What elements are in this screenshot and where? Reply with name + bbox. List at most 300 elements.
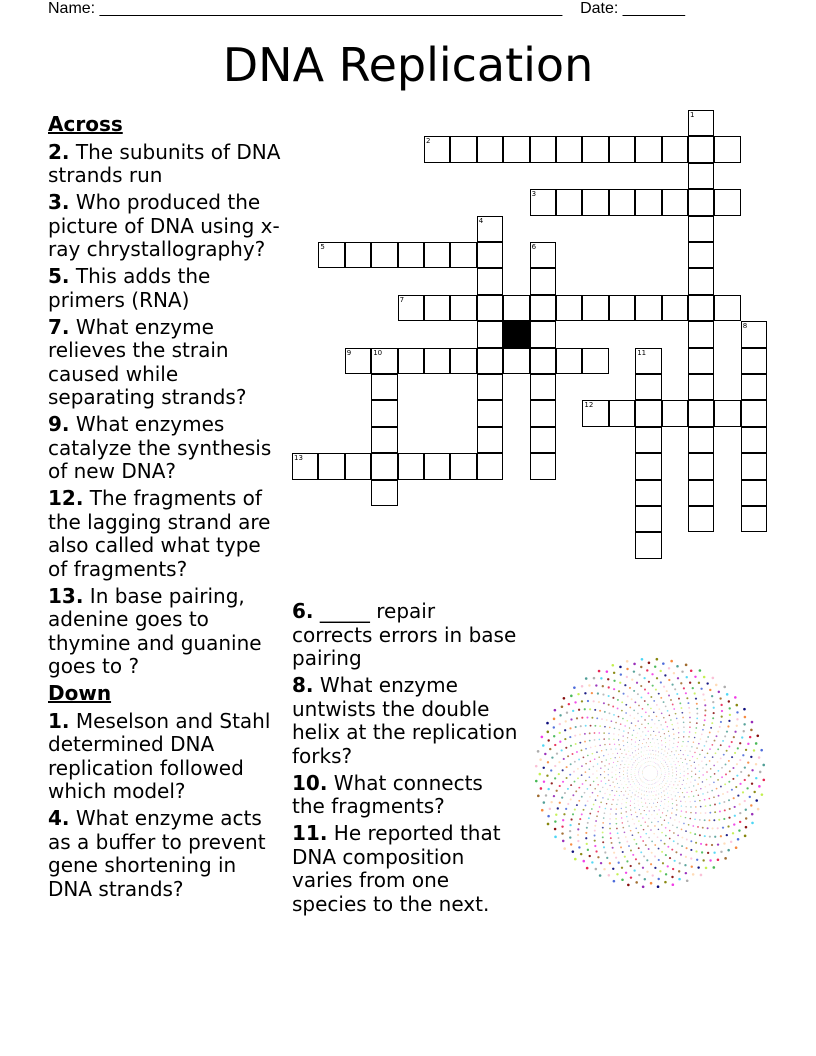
spiral-dot: [694, 833, 696, 835]
spiral-dot: [568, 703, 570, 705]
name-blank[interactable]: ____________________________________________________: [99, 0, 563, 17]
grid-cell[interactable]: [477, 295, 503, 321]
grid-cell[interactable]: [556, 136, 582, 162]
grid-cell[interactable]: [714, 136, 740, 162]
spiral-dot: [644, 791, 645, 792]
grid-cell[interactable]: [371, 453, 397, 479]
grid-cell[interactable]: [688, 453, 714, 479]
spiral-dot: [712, 756, 714, 758]
grid-cell[interactable]: [582, 295, 608, 321]
date-blank[interactable]: _______: [622, 0, 686, 17]
spiral-dot: [691, 765, 692, 766]
spiral-dot: [645, 767, 646, 768]
spiral-dot: [621, 710, 623, 712]
spiral-dot: [699, 669, 702, 672]
spiral-dot: [696, 717, 698, 719]
spiral-dot: [728, 700, 730, 702]
spiral-dot: [662, 662, 665, 665]
grid-cell[interactable]: [530, 400, 556, 426]
spiral-dot: [654, 787, 655, 788]
spiral-dot: [653, 754, 654, 755]
spiral-dot: [654, 818, 655, 819]
spiral-dot: [603, 817, 605, 819]
spiral-dot: [626, 676, 628, 678]
grid-cell[interactable]: [424, 295, 450, 321]
grid-cell[interactable]: [635, 374, 661, 400]
spiral-dot: [639, 740, 640, 741]
spiral-dot: [687, 702, 689, 704]
spiral-dot: [673, 733, 674, 734]
spiral-dot: [634, 771, 635, 772]
spiral-dot: [720, 851, 722, 853]
spiral-dot: [661, 851, 663, 853]
spiral-dot: [691, 866, 693, 868]
spiral-dot: [716, 735, 718, 737]
spiral-dot: [627, 787, 628, 788]
grid-cell[interactable]: [556, 295, 582, 321]
spiral-dot: [622, 822, 624, 824]
grid-cell[interactable]: [371, 348, 397, 374]
grid-cell[interactable]: [688, 400, 714, 426]
spiral-dot: [637, 781, 638, 782]
spiral-dot: [683, 780, 684, 781]
spiral-dot: [628, 732, 629, 733]
grid-cell[interactable]: [424, 348, 450, 374]
grid-cell[interactable]: [688, 110, 714, 136]
spiral-dot: [643, 677, 645, 679]
grid-cell[interactable]: [609, 295, 635, 321]
grid-cell[interactable]: [688, 242, 714, 268]
grid-cell[interactable]: [318, 242, 344, 268]
spiral-dot: [642, 770, 643, 771]
grid-cell[interactable]: [530, 295, 556, 321]
grid-cell[interactable]: [662, 295, 688, 321]
down-clue-list-continued: [292, 600, 520, 916]
clue-item: [48, 191, 284, 262]
spiral-dot: [638, 762, 639, 763]
grid-cell[interactable]: [477, 136, 503, 162]
spiral-dot: [704, 745, 706, 747]
grid-cell[interactable]: [635, 506, 661, 532]
spiral-dot: [665, 770, 666, 771]
spiral-dot: [661, 796, 662, 797]
grid-cell[interactable]: [424, 136, 450, 162]
grid-cell[interactable]: [371, 427, 397, 453]
spiral-dot: [639, 776, 640, 777]
spiral-dot: [613, 714, 615, 716]
page-title: DNA Replication: [222, 38, 594, 92]
spiral-dot: [603, 702, 605, 704]
grid-cell[interactable]: [345, 453, 371, 479]
spiral-dot: [657, 885, 660, 888]
spiral-dot: [635, 742, 636, 743]
grid-cell[interactable]: [477, 268, 503, 294]
spiral-dot: [607, 798, 608, 799]
spiral-dot: [604, 765, 605, 766]
grid-cell[interactable]: [714, 400, 740, 426]
spiral-dot: [643, 829, 645, 831]
spiral-dot: [653, 795, 654, 796]
grid-cell[interactable]: [398, 242, 424, 268]
spiral-dot: [658, 755, 659, 756]
spiral-dot: [651, 719, 652, 720]
spiral-dot: [627, 884, 630, 887]
grid-cell[interactable]: [741, 400, 767, 426]
spiral-dot: [642, 772, 643, 773]
grid-cell[interactable]: [635, 400, 661, 426]
grid-cell[interactable]: [371, 374, 397, 400]
grid-cell[interactable]: [424, 453, 450, 479]
spiral-dot: [700, 806, 702, 808]
spiral-dot: [722, 793, 724, 795]
spiral-dot: [698, 777, 699, 778]
grid-cell[interactable]: [556, 348, 582, 374]
spiral-dot: [709, 689, 711, 691]
spiral-dot: [636, 737, 637, 738]
grid-cell[interactable]: [530, 268, 556, 294]
spiral-dot: [691, 746, 692, 747]
grid-cell[interactable]: [503, 348, 529, 374]
spiral-dot: [644, 778, 645, 779]
spiral-dot: [696, 722, 698, 724]
grid-cell[interactable]: [582, 189, 608, 215]
grid-cell[interactable]: [450, 136, 476, 162]
grid-cell[interactable]: [688, 374, 714, 400]
spiral-dot: [753, 749, 755, 751]
spiral-dot: [587, 849, 589, 851]
spiral-dot: [608, 754, 609, 755]
spiral-dot: [630, 801, 631, 802]
spiral-dot: [757, 808, 760, 811]
spiral-dot: [623, 771, 624, 772]
spiral-dot: [668, 778, 669, 779]
grid-cell[interactable]: [662, 136, 688, 162]
grid-cell[interactable]: [477, 374, 503, 400]
spiral-dot: [609, 794, 610, 795]
spiral-dot: [619, 772, 620, 773]
spiral-dot: [667, 726, 668, 727]
clue-item: [48, 413, 284, 484]
spiral-dot: [679, 862, 681, 864]
spiral-dot: [638, 820, 639, 821]
grid-cell[interactable]: [371, 242, 397, 268]
spiral-dot: [608, 686, 610, 688]
spiral-dot: [639, 789, 640, 790]
spiral-dot: [621, 817, 622, 818]
grid-cell[interactable]: [582, 136, 608, 162]
spiral-dot: [685, 664, 688, 667]
spiral-dot: [673, 784, 674, 785]
spiral-dot: [686, 783, 687, 784]
spiral-dot: [537, 750, 540, 753]
spiral-dot: [609, 727, 611, 729]
spiral-dot: [736, 718, 738, 720]
grid-cell[interactable]: [741, 453, 767, 479]
grid-cell[interactable]: [662, 189, 688, 215]
grid-cell[interactable]: [635, 453, 661, 479]
spiral-dot: [615, 722, 617, 724]
spiral-dot: [671, 849, 673, 851]
spiral-dot: [630, 761, 631, 762]
spiral-dot: [706, 741, 708, 743]
spiral-dot: [642, 840, 644, 842]
spiral-dot: [712, 677, 715, 680]
spiral-dot: [750, 729, 753, 732]
grid-cell[interactable]: [609, 400, 635, 426]
spiral-dot: [649, 792, 650, 793]
spiral-dot: [666, 815, 667, 816]
grid-cell[interactable]: [635, 427, 661, 453]
clue-item: [48, 807, 284, 901]
spiral-dot: [717, 843, 719, 845]
spiral-dot: [739, 759, 741, 761]
spiral-dot: [637, 800, 638, 801]
grid-cell[interactable]: [688, 268, 714, 294]
spiral-dot: [650, 795, 651, 796]
spiral-dot: [587, 700, 589, 702]
spiral-dot: [613, 733, 614, 734]
spiral-dot: [666, 764, 667, 765]
spiral-dot: [705, 805, 707, 807]
spiral-dot: [640, 778, 641, 779]
spiral-dot: [615, 818, 617, 820]
grid-cell[interactable]: [635, 295, 661, 321]
grid-cell[interactable]: [609, 136, 635, 162]
spiral-dot: [644, 787, 645, 788]
spiral-dot: [574, 781, 576, 783]
grid-cell[interactable]: [477, 348, 503, 374]
grid-cell[interactable]: [635, 532, 661, 558]
spiral-dot: [612, 697, 614, 699]
spiral-dot: [734, 752, 736, 754]
spiral-dot: [620, 780, 621, 781]
grid-cell[interactable]: [609, 189, 635, 215]
spiral-dot: [670, 817, 671, 818]
grid-cell[interactable]: [530, 453, 556, 479]
grid-cell[interactable]: [477, 427, 503, 453]
spiral-dot: [617, 708, 619, 710]
grid-cell[interactable]: [635, 480, 661, 506]
spiral-dot: [604, 851, 606, 853]
spiral-dot: [676, 758, 677, 759]
grid-cell[interactable]: [688, 480, 714, 506]
grid-cell[interactable]: [450, 453, 476, 479]
spiral-dot: [700, 788, 701, 789]
spiral-dot: [578, 800, 580, 802]
spiral-dot: [663, 808, 664, 809]
grid-cell[interactable]: [714, 189, 740, 215]
grid-cell[interactable]: [345, 242, 371, 268]
spiral-dot: [547, 761, 549, 763]
grid-cell[interactable]: [635, 348, 661, 374]
grid-cell[interactable]: [450, 348, 476, 374]
spiral-dot: [626, 841, 628, 843]
grid-cell[interactable]: [688, 321, 714, 347]
grid-cell[interactable]: [503, 136, 529, 162]
grid-cell[interactable]: [477, 400, 503, 426]
spiral-dot: [689, 726, 691, 728]
grid-cell[interactable]: [530, 374, 556, 400]
spiral-dot: [608, 774, 609, 775]
grid-cell[interactable]: [688, 163, 714, 189]
spiral-dot: [623, 730, 624, 731]
spiral-dot: [745, 826, 748, 829]
spiral-dot: [644, 768, 645, 769]
spiral-dot: [646, 871, 648, 873]
spiral-dot: [651, 840, 653, 842]
grid-cell[interactable]: [714, 295, 740, 321]
spiral-dot: [609, 785, 610, 786]
grid-cell[interactable]: [318, 453, 344, 479]
spiral-dot: [731, 741, 733, 743]
spiral-dot: [709, 784, 711, 786]
grid-cell[interactable]: [398, 348, 424, 374]
grid-cell[interactable]: [556, 189, 582, 215]
spiral-dot: [742, 791, 744, 793]
grid-cell[interactable]: [371, 400, 397, 426]
spiral-dot: [598, 670, 601, 673]
spiral-dot: [664, 791, 665, 792]
spiral-dot: [574, 761, 576, 763]
grid-cell[interactable]: [741, 348, 767, 374]
spiral-dot: [654, 844, 656, 846]
spiral-dot: [718, 819, 720, 821]
spiral-dot: [682, 717, 684, 719]
spiral-dot: [590, 761, 592, 763]
spiral-dot: [648, 818, 649, 819]
spiral-dot: [720, 744, 722, 746]
spiral-dot: [668, 769, 669, 770]
spiral-dot: [622, 799, 623, 800]
grid-cell[interactable]: [477, 242, 503, 268]
grid-cell[interactable]: [477, 321, 503, 347]
grid-cell[interactable]: [688, 189, 714, 215]
spiral-dot: [570, 798, 572, 800]
spiral-dot: [745, 749, 747, 751]
grid-cell[interactable]: [582, 400, 608, 426]
grid-cell[interactable]: [345, 348, 371, 374]
grid-cell[interactable]: [688, 427, 714, 453]
spiral-dot: [670, 755, 671, 756]
spiral-dot: [641, 716, 643, 718]
grid-cell[interactable]: [398, 453, 424, 479]
grid-cell[interactable]: [450, 242, 476, 268]
spiral-dot: [577, 834, 579, 836]
spiral-dot: [701, 760, 702, 761]
spiral-dot: [647, 784, 648, 785]
grid-cell[interactable]: [503, 295, 529, 321]
grid-cell[interactable]: [688, 136, 714, 162]
spiral-dot: [585, 832, 587, 834]
spiral-dot: [660, 767, 661, 768]
spiral-dot: [616, 779, 617, 780]
spiral-dot: [695, 812, 697, 814]
spiral-dot: [602, 685, 604, 687]
spiral-dot: [638, 874, 640, 876]
spiral-dot: [627, 770, 628, 771]
spiral-dot: [566, 766, 568, 768]
spiral-dot: [670, 719, 672, 721]
grid-cell[interactable]: [477, 216, 503, 242]
spiral-dot: [679, 765, 680, 766]
spiral-dot: [646, 779, 647, 780]
spiral-dot: [647, 795, 648, 796]
spiral-dot: [668, 797, 669, 798]
clue-number: 13.: [48, 583, 84, 608]
spiral-dot: [657, 770, 658, 771]
spiral-dot: [603, 732, 605, 734]
clue-number: 1.: [48, 708, 70, 733]
spiral-dot: [728, 817, 730, 819]
grid-cell[interactable]: [424, 242, 450, 268]
grid-cell[interactable]: [582, 348, 608, 374]
grid-cell[interactable]: [292, 453, 318, 479]
spiral-dot: [630, 876, 632, 878]
grid-cell[interactable]: [371, 480, 397, 506]
grid-cell[interactable]: [450, 295, 476, 321]
spiral-dot: [660, 724, 661, 725]
grid-cell[interactable]: [398, 295, 424, 321]
grid-cell[interactable]: [741, 427, 767, 453]
spiral-dot: [638, 805, 639, 806]
spiral-dot: [643, 855, 645, 857]
spiral-dot: [658, 848, 660, 850]
spiral-dot: [599, 710, 601, 712]
grid-cell[interactable]: [741, 506, 767, 532]
grid-cell[interactable]: [530, 136, 556, 162]
grid-cell[interactable]: [530, 242, 556, 268]
grid-cell[interactable]: [635, 136, 661, 162]
spiral-dot: [704, 709, 706, 711]
spiral-dot: [561, 749, 563, 751]
spiral-dot: [659, 778, 660, 779]
spiral-dot: [653, 803, 654, 804]
spiral-dot: [635, 769, 636, 770]
grid-cell[interactable]: [741, 374, 767, 400]
grid-cell[interactable]: [530, 321, 556, 347]
spiral-dot: [663, 754, 664, 755]
spiral-dot: [572, 794, 574, 796]
grid-cell[interactable]: [477, 453, 503, 479]
spiral-dot: [559, 741, 561, 743]
grid-cell[interactable]: [530, 348, 556, 374]
grid-cell[interactable]: [688, 506, 714, 532]
spiral-dot: [658, 789, 659, 790]
grid-cell[interactable]: [741, 480, 767, 506]
spiral-dot: [634, 823, 635, 824]
spiral-dot: [665, 835, 667, 837]
spiral-dot: [558, 761, 560, 763]
spiral-dot: [655, 735, 656, 736]
spiral-dot: [697, 758, 698, 759]
spiral-dot: [632, 779, 633, 780]
grid-cell[interactable]: [530, 427, 556, 453]
spiral-dot: [626, 784, 627, 785]
spiral-dot: [570, 745, 572, 747]
grid-cell[interactable]: [662, 400, 688, 426]
grid-cell[interactable]: [688, 216, 714, 242]
grid-cell[interactable]: [530, 189, 556, 215]
grid-cell[interactable]: [688, 295, 714, 321]
grid-cell[interactable]: [741, 321, 767, 347]
grid-cell[interactable]: [688, 348, 714, 374]
grid-cell[interactable]: [635, 189, 661, 215]
spiral-dot: [589, 813, 591, 815]
spiral-dot: [569, 830, 571, 832]
spiral-dot: [648, 761, 649, 762]
spiral-dot: [610, 813, 612, 815]
spiral-dot: [663, 717, 665, 719]
